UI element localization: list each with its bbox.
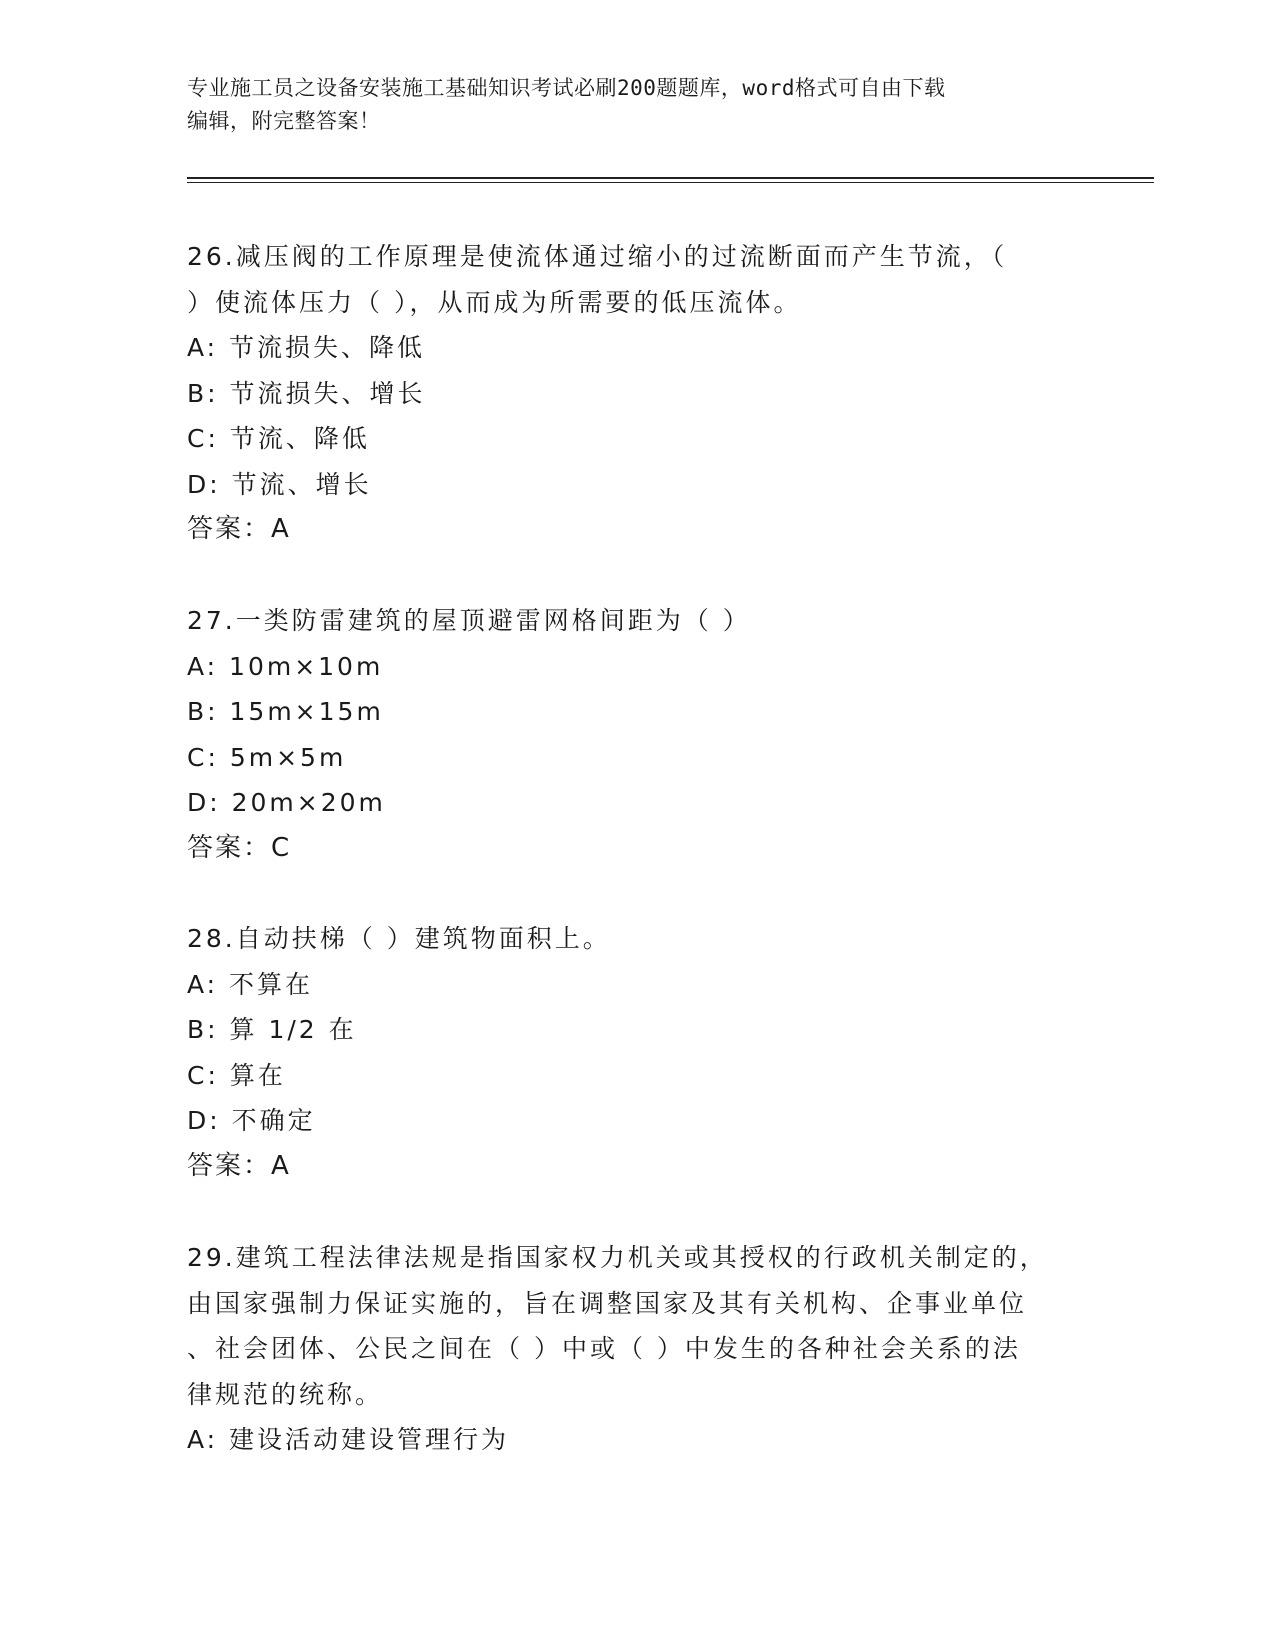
- question-stem: 28.自动扶梯（ ）建筑物面积上。: [187, 924, 611, 953]
- option-c: C: 节流、降低: [187, 424, 370, 453]
- question-stem: 、社会团体、公民之间在（ ）中或（ ）中发生的各种社会关系的法: [187, 1334, 1021, 1363]
- option-c: C: 5m×5m: [187, 742, 347, 772]
- question-27: [187, 598, 1087, 871]
- question-28: [187, 916, 1087, 1189]
- header-divider-thin: [187, 182, 1154, 183]
- option-d: D: 节流、增长: [187, 469, 372, 499]
- header-title-line-1: 专业施工员之设备安装施工基础知识考试必刷200题题库，word格式可自由下载: [187, 76, 946, 100]
- option-b: B: 节流损失、增长: [187, 378, 426, 408]
- question-26: [187, 234, 1087, 553]
- document-header: [187, 72, 1067, 138]
- question-stem: 27.一类防雷建筑的屋顶避雷网格间距为（ ）: [187, 606, 751, 635]
- option-a: A: 不算在: [187, 969, 314, 999]
- answer: 答案：A: [187, 514, 291, 544]
- question-stem: 26.减压阀的工作原理是使流体通过缩小的过流断面而产生节流，（: [187, 242, 1008, 271]
- question-29: [187, 1235, 1087, 1463]
- question-stem: 由国家强制力保证实施的，旨在调整国家及其有关机构、企事业单位: [187, 1288, 1028, 1318]
- question-stem: ）使流体压力（ ），从而成为所需要的低压流体。: [187, 287, 802, 317]
- question-stem: 29.建筑工程法律法规是指国家权力机关或其授权的行政机关制定的，: [187, 1243, 1048, 1272]
- option-c: C: 算在: [187, 1060, 286, 1090]
- option-a: A: 建设活动建设管理行为: [187, 1425, 510, 1454]
- option-b: B: 15m×15m: [187, 697, 384, 726]
- question-stem: 律规范的统称。: [187, 1379, 384, 1409]
- answer: 答案：C: [187, 832, 292, 863]
- option-d: D: 20m×20m: [187, 788, 386, 817]
- option-d: D: 不确定: [187, 1106, 316, 1135]
- answer: 答案：A: [187, 1150, 291, 1181]
- option-a: A: 10m×10m: [187, 651, 384, 681]
- option-b: B: 算 1/2 在: [187, 1015, 357, 1044]
- option-a: A: 节流损失、降低: [187, 333, 426, 362]
- header-title-line-2: 编辑，附完整答案！: [187, 109, 381, 133]
- header-divider: [187, 177, 1154, 179]
